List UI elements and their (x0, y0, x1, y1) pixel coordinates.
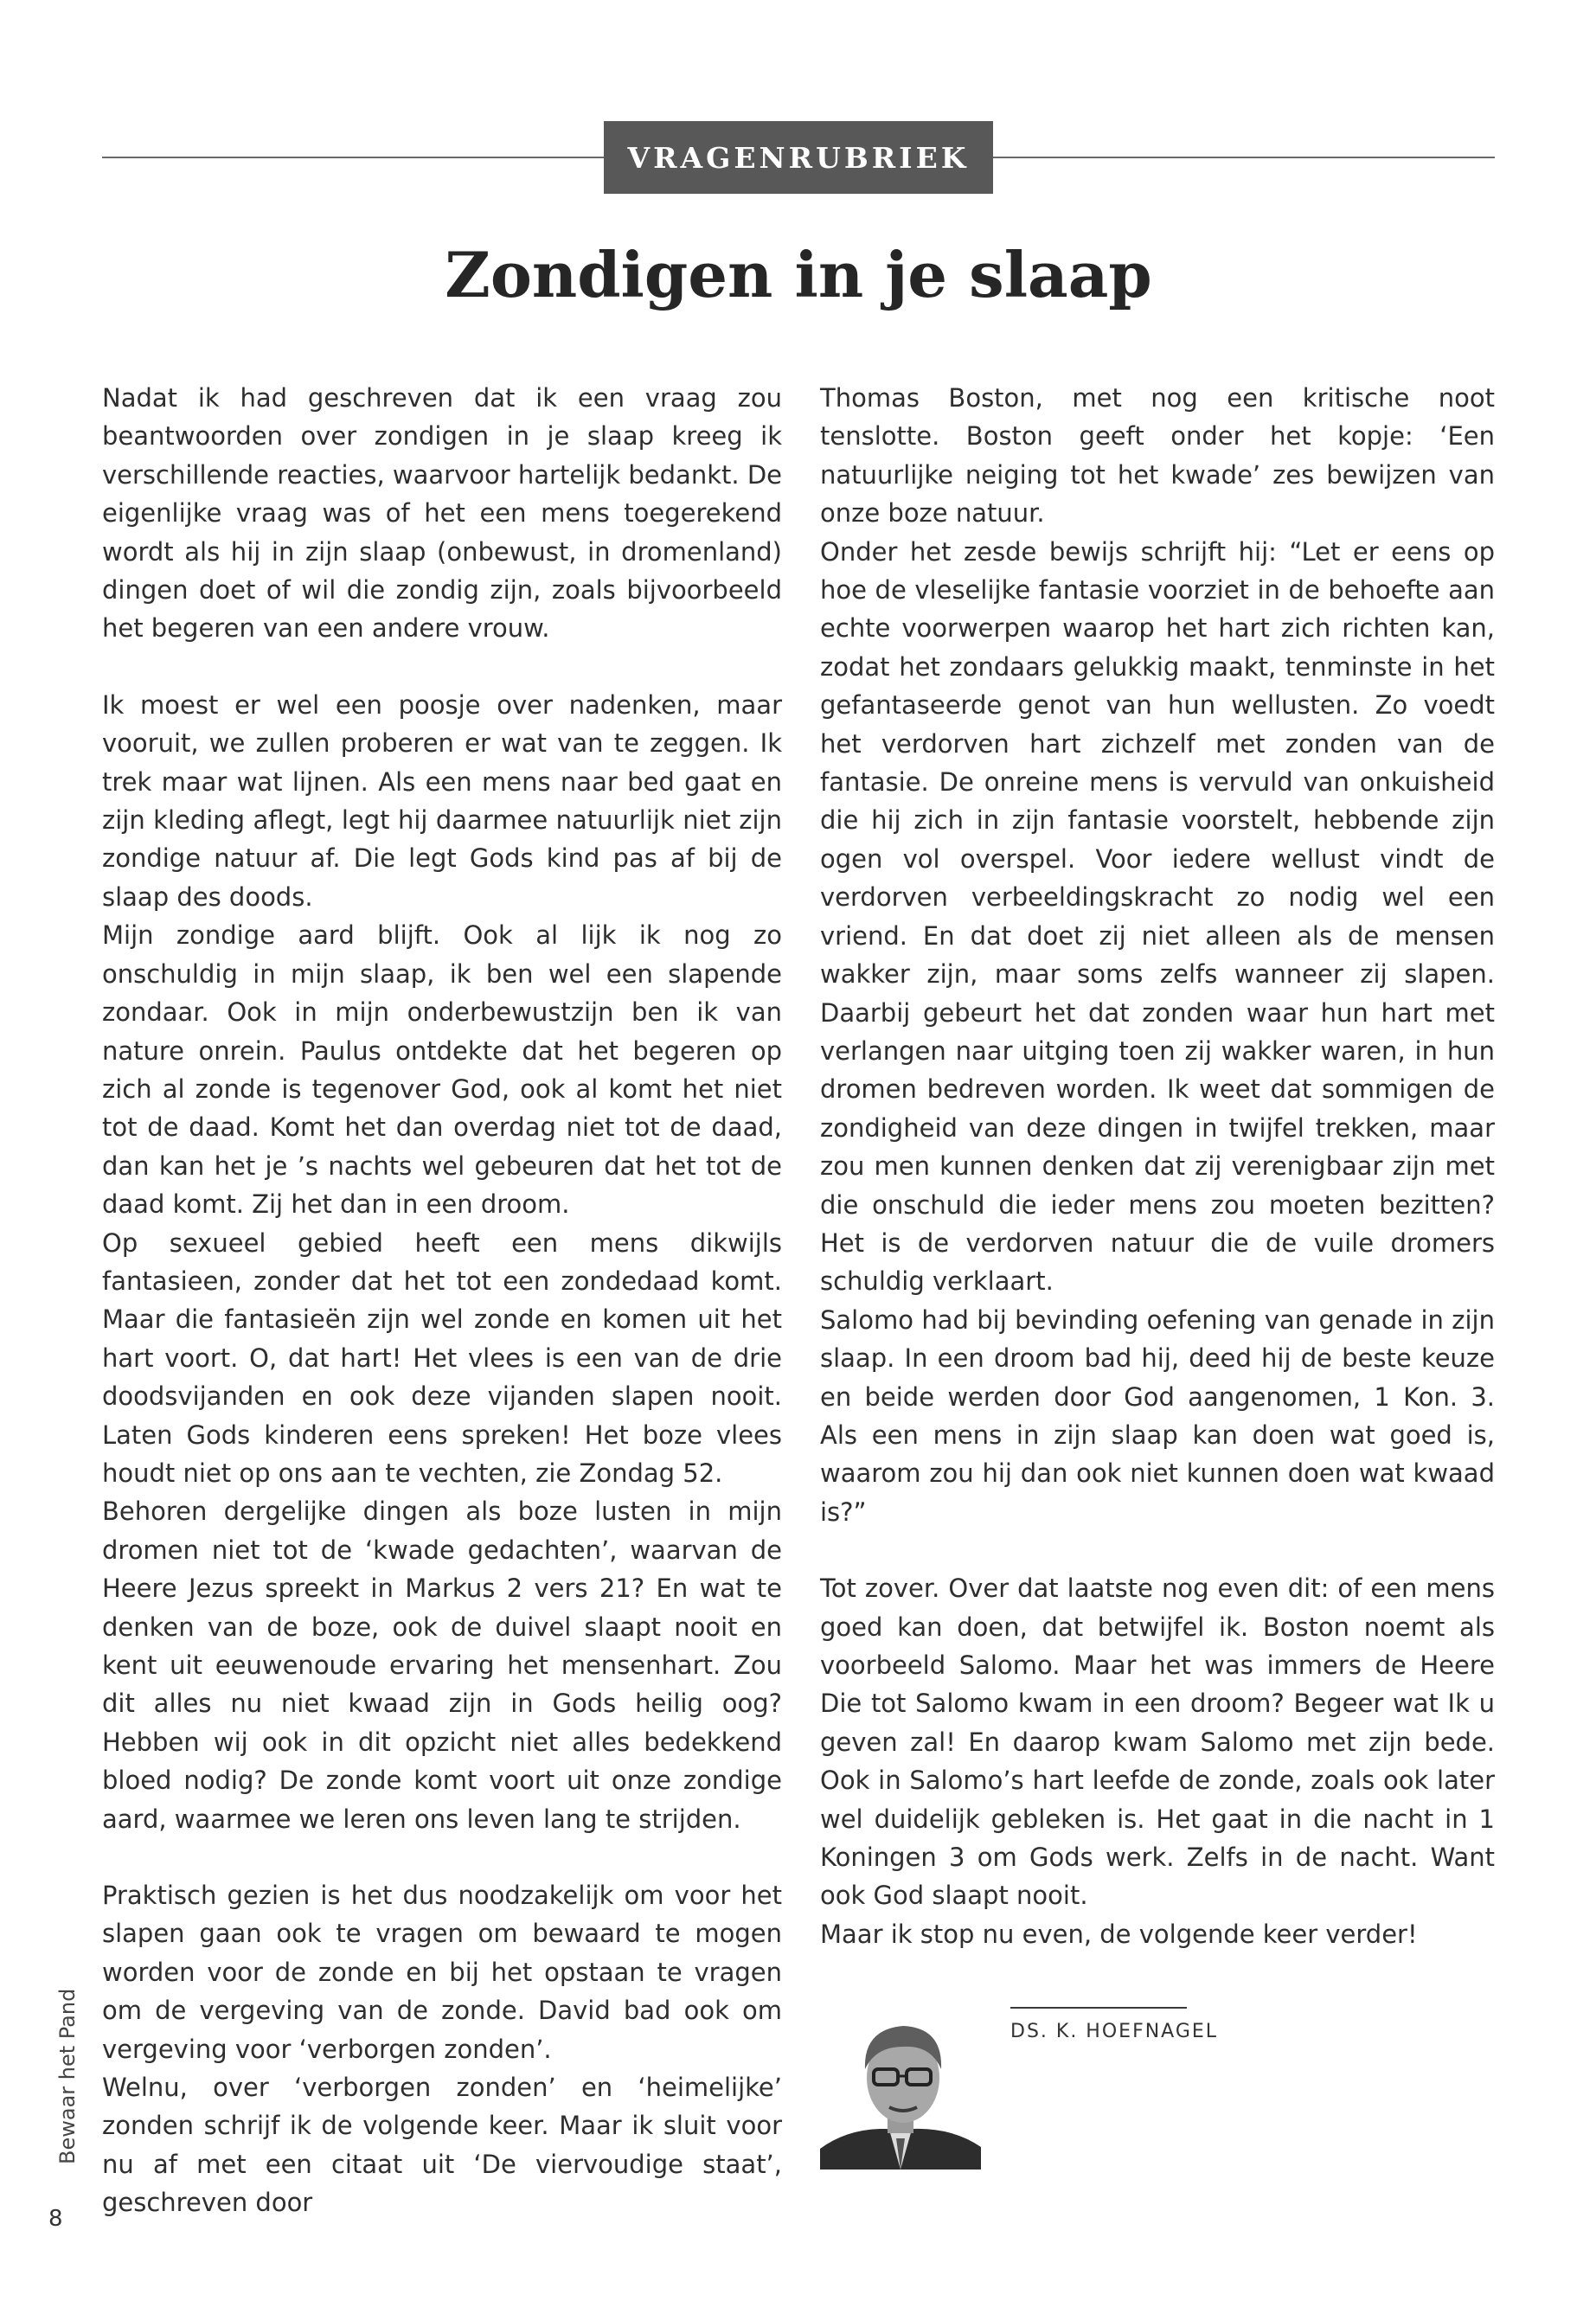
paragraph: Tot zover. Over dat laatste nog even dit: of een mens goed kan doen, dat betwijfel ik. Boston noemt als voorbeeld Salomo. Maar het was immers de Heere Die tot Salomo kwam in een droom? Begeer wat Ik u geven zal! En daarop kwam Salomo met zijn bede. Ook in Salomo’s hart leefde de zonde, zoals ook later wel duidelijk gebleken is. Het gaat in die nacht in 1 Koningen 3 om Gods werk. Zelfs in de nacht. Want ook God slaapt nooit. (820, 1574, 1495, 1911)
paragraph: Salomo had bij bevinding oefening van genade in zijn slaap. In een droom bad hij, deed hij de beste keuze en beide werden door God aangenomen, 1 Kon. 3. Als een mens in zijn slaap kan doen wat goed is, waarom zou hij dan ook niet kunnen doen wat kwaad is?” (820, 1304, 1495, 1527)
paragraph: Praktisch gezien is het dus noodzakelijk om voor het slapen gaan ook te vragen om bewaard te mogen worden voor de zonde en bij het opstaan te vragen om de vergeving van de zonde. David bad ook om vergeving voor ‘verborgen zonden’. (102, 1881, 782, 2064)
right-column (820, 379, 1495, 1953)
page-number: 8 (48, 2206, 63, 2232)
paragraph: Maar ik stop nu even, de volgende keer verder! (820, 1919, 1418, 1949)
author-portrait-image (820, 2009, 981, 2170)
paragraph: Ik moest er wel een poosje over nadenken, maar vooruit, we zullen proberen er wat van te zeggen. Ik trek maar wat lijnen. Als een mens naar bed gaat en zijn kleding aflegt, legt hij daarmee natuurlijk niet zijn zondige natuur af. Die legt Gods kind pas af bij de slaap des doods. (102, 689, 782, 912)
paragraph: Welnu, over ‘verborgen zonden’ en ‘heimelijke’ zonden schrijf ik de volgende keer. Maar ik sluit voor nu af met een citaat uit ‘De viervoudige staat’, geschreven door (102, 2073, 782, 2218)
header-rule-right (993, 157, 1495, 158)
left-column (102, 379, 782, 2222)
paragraph: Thomas Boston, met nog een kritische noot tenslotte. Boston geeft onder het kopje: ‘Een natuurlijke neiging tot het kwade’ zes bewijzen van onze boze natuur. (820, 383, 1495, 529)
author-signature: DS. K. HOEFNAGEL (1010, 2021, 1219, 2042)
paragraph: Behoren dergelijke dingen als boze lusten in mijn dromen niet tot de ‘kwade gedachten’, waarvan de Heere Jezus spreekt in Markus 2 vers 21? En wat te denken van de boze, ook de duivel slaapt nooit en kent uit eeuwenoude ervaring het mensenhart. Zou dit alles nu niet kwaad zijn in Gods heilig oog? Hebben wij ook in dit opzicht niet alles bedekkend bloed nodig? De zonde komt voort uit onze zondige aard, waarmee we leren ons leven lang te strijden. (102, 1497, 782, 1834)
author-photo (820, 2009, 981, 2170)
paragraph: Nadat ik had geschreven dat ik een vraag zou beantwoorden over zondigen in je slaap kreeg ik verschillende reacties, waarvoor hartelijk bedankt. De eigenlijke vraag was of het een mens toegerekend wordt als hij in zijn slaap (onbewust, in dromenland) dingen doet of wil die zondig zijn, zoals bijvoorbeeld het begeren van een andere vrouw. (102, 383, 782, 644)
magazine-name: Bewaar het Pand (55, 1988, 80, 2164)
article-title: Zondigen in je slaap (445, 238, 1152, 311)
paragraph: Onder het zesde bewijs schrijft hij: “Let er eens op hoe de vleselijke fantasie voorziet in de behoefte aan echte voorwerpen waarop het hart zich richten kan, zodat het zondaars gelukkig maakt, tenminste in het gefantaseerde genot van hun wellusten. Zo voedt het verdorven hart zichzelf met zonden van de fantasie. De onreine mens is vervuld van onkuisheid die hij zich in zijn fantasie voorstelt, hebbende zijn ogen vol overspel. Voor iedere wellust vindt de verdorven verbeeldingskracht zo nodig wel een vriend. En dat doet zij niet alleen als de mensen wakker zijn, maar soms zelfs wanneer zij slapen. Daarbij gebeurt het dat zonden waar hun hart met verlangen naar uitging toen zij wakker waren, in hun dromen bedreven worden. Ik weet dat sommigen de zondigheid van deze dingen in twijfel trekken, maar zou men kunnen denken dat zij verenigbaar zijn met die onschuld die ieder mens zou moeten bezitten? Het is de verdorven natuur die de vuile dromers schuldig verklaart. (820, 536, 1495, 1297)
paragraph: Mijn zondige aard blijft. Ook al lijk ik nog zo onschuldig in mijn slaap, ik ben wel een slapende zondaar. Ook in mijn onderbewustzijn ben ik van nature onrein. Paulus ontdekte dat het begeren op zich al zonde is tegenover God, ook al komt het niet tot de daad. Komt het dan overdag niet tot de daad, dan kan het je ’s nachts wel gebeuren dat het tot de daad komt. Zij het dan in een droom. (102, 920, 782, 1220)
signature-rule (1010, 2007, 1187, 2009)
header-rule-left (102, 157, 604, 158)
paragraph: Op sexueel gebied heeft een mens dikwijls fantasieen, zonder dat het tot een zondedaad komt. Maar die fantasieën zijn wel zonde en komen uit het hart voort. O, dat hart! Het vlees is een van de drie doodsvijanden en ook deze vijanden slapen nooit. Laten Gods kinderen eens spreken! Het boze vlees houdt niet op ons aan te vechten, zie Zondag 52. (102, 1227, 782, 1488)
rubric-label: VRAGENRUBRIEK (604, 121, 993, 194)
